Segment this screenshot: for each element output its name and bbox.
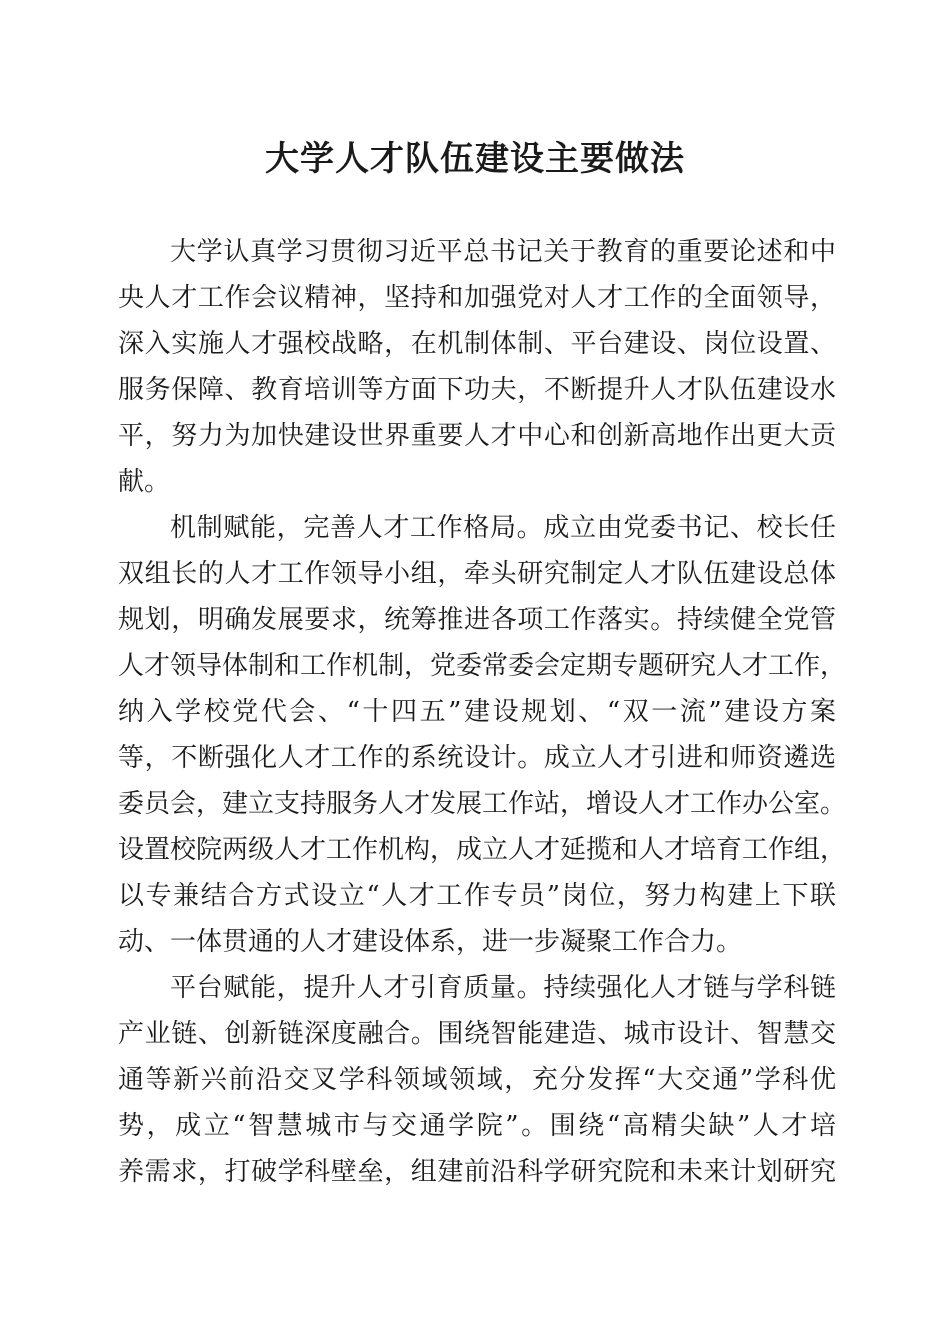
text-line: 设置校院两级人才工作机构，成立人才延揽和人才培育工作组， (118, 835, 847, 865)
document-body (118, 229, 847, 1195)
paragraph-3 (118, 965, 836, 1195)
text-line: 等，不断强化人才工作的系统设计。成立人才引进和师资遴选 (118, 743, 836, 773)
text-line: 委员会，建立支持服务人才发展工作站，增设人才工作办公室。 (118, 789, 847, 819)
text-line: 献。 (118, 467, 171, 497)
text-line: 人才领导体制和工作机制，党委常委会定期专题研究人才工作， (118, 651, 847, 681)
text-line: 双组长的人才工作领导小组，牵头研究制定人才队伍建设总体 (118, 559, 836, 589)
text-line: 动、一体贯通的人才建设体系，进一步凝聚工作合力。 (118, 927, 743, 957)
text-line: 大学认真学习贯彻习近平总书记关于教育的重要论述和中 (170, 237, 836, 267)
text-line: 平台赋能，提升人才引育质量。持续强化人才链与学科链 (170, 973, 836, 1003)
document-title: 大学人才队伍建设主要做法 (265, 139, 685, 179)
text-line: 深入实施人才强校战略，在机制体制、平台建设、岗位设置、 (118, 329, 836, 359)
text-line: 规划，明确发展要求，统筹推进各项工作落实。持续健全党管 (118, 605, 836, 635)
text-line: 机制赋能，完善人才工作格局。成立由党委书记、校长任 (170, 513, 836, 543)
paragraph-1 (118, 229, 836, 505)
text-line: 央人才工作会议精神，坚持和加强党对人才工作的全面领导， (118, 283, 836, 313)
text-line: 产业链、创新链深度融合。围绕智能建造、城市设计、智慧交 (118, 1019, 836, 1049)
text-line: 平，努力为加快建设世界重要人才中心和创新高地作出更大贡 (118, 421, 836, 451)
paragraph-2 (118, 505, 847, 965)
text-line: 服务保障、教育培训等方面下功夫，不断提升人才队伍建设水 (118, 375, 836, 405)
text-line: 纳入学校党代会、“十四五”建设规划、“双一流”建设方案 (118, 697, 836, 727)
text-line: 势，成立“智慧城市与交通学院”。围绕“高精尖缺”人才培 (118, 1111, 836, 1141)
text-line: 通等新兴前沿交叉学科领域领域，充分发挥“大交通”学科优 (118, 1065, 836, 1095)
text-line: 以专兼结合方式设立“人才工作专员”岗位，努力构建上下联 (118, 881, 836, 911)
text-line: 养需求，打破学科壁垒，组建前沿科学研究院和未来计划研究 (118, 1157, 836, 1187)
